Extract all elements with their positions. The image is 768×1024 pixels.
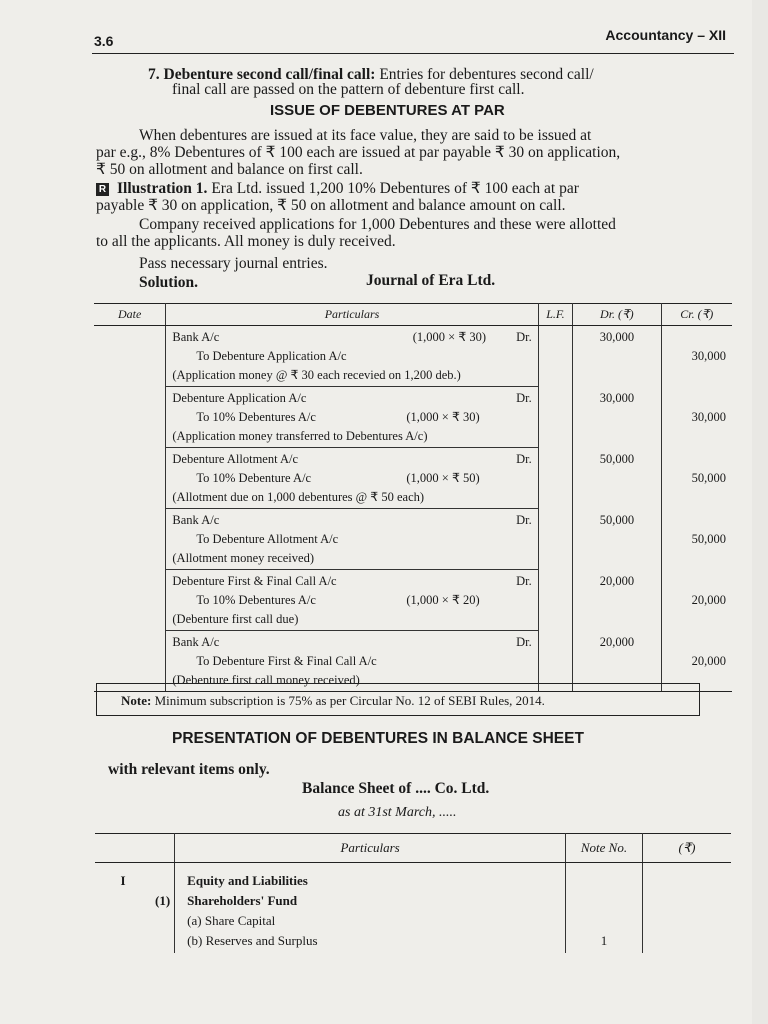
para1-line3: ₹ 50 on allotment and balance on first call. bbox=[96, 161, 363, 178]
lf-cell bbox=[538, 570, 573, 631]
illustration-line4: to all the applicants. All money is duly received. bbox=[96, 233, 396, 250]
particulars-cell bbox=[166, 326, 538, 387]
dr-mark: Dr. bbox=[516, 574, 532, 588]
credit-account: To Debenture First & Final Call A/c bbox=[196, 654, 377, 668]
bs-note-no bbox=[566, 913, 643, 933]
bs-col-note: Note No. bbox=[566, 834, 643, 863]
cr-value: 30,000 bbox=[691, 409, 726, 424]
dr-mark: Dr. bbox=[516, 635, 532, 649]
bs-note-no bbox=[566, 893, 643, 913]
dr-value: 30,000 bbox=[599, 390, 635, 405]
credit-account: To Debenture Allotment A/c bbox=[196, 532, 339, 546]
bs-header-row bbox=[95, 834, 731, 863]
cr-value: 30,000 bbox=[691, 349, 726, 363]
debit-account: Bank A/c bbox=[172, 330, 220, 344]
bs-amount bbox=[643, 893, 732, 913]
book-title: Accountancy – XII bbox=[605, 27, 726, 43]
particulars-cell bbox=[166, 570, 538, 631]
narration: (Debenture first call due) bbox=[172, 612, 299, 626]
particulars-cell bbox=[166, 509, 538, 570]
item-heading: Debenture second call/final call: bbox=[163, 66, 376, 83]
bs-subno: (1) bbox=[151, 893, 175, 913]
date-cell bbox=[94, 448, 166, 509]
journal-title: Journal of Era Ltd. bbox=[366, 272, 496, 289]
note-text: Minimum subscription is 75% as per Circular No. 12 of SEBI Rules, 2014. bbox=[154, 693, 545, 708]
journal-row bbox=[94, 448, 732, 509]
col-lf: L.F. bbox=[538, 304, 573, 326]
item-text-1: Entries for debentures second call/ bbox=[379, 66, 594, 83]
illustration-line5: Pass necessary journal entries. bbox=[139, 255, 328, 272]
dr-value: 50,000 bbox=[599, 451, 635, 466]
narration: (Application money transferred to Debentures A/c) bbox=[172, 429, 428, 443]
note-box bbox=[96, 683, 700, 716]
bs-amount bbox=[643, 913, 732, 933]
col-dr: Dr. (₹) bbox=[573, 304, 661, 326]
section-title-issue-at-par: ISSUE OF DEBENTURES AT PAR bbox=[270, 102, 505, 119]
bs-subno bbox=[151, 863, 175, 894]
narration: (Debenture first call money received) bbox=[172, 673, 360, 687]
credit-account: To 10% Debenture A/c bbox=[196, 471, 312, 485]
col-cr: Cr. (₹) bbox=[661, 304, 732, 326]
dr-value: 20,000 bbox=[599, 573, 635, 588]
page-number: 3.6 bbox=[94, 33, 114, 49]
particulars-cell bbox=[166, 448, 538, 509]
bs-roman bbox=[95, 933, 151, 953]
date-cell bbox=[94, 326, 166, 387]
item-number: 7. bbox=[148, 66, 160, 83]
credit-account: To 10% Debentures A/c bbox=[196, 593, 316, 607]
section-title-presentation: PRESENTATION OF DEBENTURES IN BALANCE SHEET bbox=[172, 730, 584, 747]
dr-amount bbox=[573, 326, 661, 387]
bs-subno bbox=[151, 913, 175, 933]
cr-amount bbox=[661, 387, 732, 448]
bs-col-particulars: Particulars bbox=[175, 834, 566, 863]
journal-row bbox=[94, 509, 732, 570]
bs-roman bbox=[95, 913, 151, 933]
bs-item: Equity and Liabilities bbox=[175, 863, 566, 894]
illustration-line2: payable ₹ 30 on application, ₹ 50 on allotment and balance amount on call. bbox=[96, 197, 566, 214]
para1-line2: par e.g., 8% Debentures of ₹ 100 each are issued at par payable ₹ 30 on application, bbox=[96, 144, 621, 161]
bs-item: (a) Share Capital bbox=[175, 913, 566, 933]
item-text-2: final call are passed on the pattern of debenture first call. bbox=[172, 81, 525, 98]
solution-label: Solution. bbox=[139, 274, 199, 291]
journal-row bbox=[94, 387, 732, 448]
illustration-label: Illustration 1. bbox=[117, 180, 208, 197]
balance-sheet-title: Balance Sheet of .... Co. Ltd. bbox=[302, 780, 490, 797]
dr-mark: Dr. bbox=[516, 391, 532, 405]
section2-subtitle: with relevant items only. bbox=[108, 761, 270, 778]
bs-col-amount: (₹) bbox=[643, 834, 732, 863]
journal-row bbox=[94, 326, 732, 387]
cr-amount bbox=[661, 326, 732, 387]
header-rule bbox=[92, 53, 734, 54]
cr-value: 20,000 bbox=[691, 592, 726, 607]
date-cell bbox=[94, 387, 166, 448]
narration: (Application money @ ₹ 30 each recevied on 1,200 deb.) bbox=[172, 368, 461, 382]
bs-col-blank bbox=[95, 834, 175, 863]
bs-subno bbox=[151, 933, 175, 953]
dr-amount bbox=[573, 448, 661, 509]
illustration-line1 bbox=[96, 180, 579, 198]
illustration-line3: Company received applications for 1,000 Debentures and these were allotted bbox=[139, 216, 616, 233]
bs-row bbox=[95, 913, 731, 933]
debit-account: Debenture Application A/c bbox=[172, 391, 307, 405]
cr-value: 50,000 bbox=[691, 531, 726, 546]
balance-sheet-date: as at 31st March, ..... bbox=[338, 805, 457, 820]
credit-account: To Debenture Application A/c bbox=[196, 349, 347, 363]
cr-value: 50,000 bbox=[691, 470, 726, 485]
bs-amount bbox=[643, 933, 732, 953]
debit-account: Bank A/c bbox=[172, 635, 220, 649]
lf-cell bbox=[538, 509, 573, 570]
bs-note-no: 1 bbox=[566, 933, 643, 953]
dr-amount bbox=[573, 570, 661, 631]
credit-account: To 10% Debentures A/c bbox=[196, 410, 316, 424]
credit-calc: (1,000 × ₹ 50) bbox=[406, 471, 480, 485]
bs-item: (b) Reserves and Surplus bbox=[175, 933, 566, 953]
debit-account: Debenture Allotment A/c bbox=[172, 452, 299, 466]
debit-calc: (1,000 × ₹ 30) bbox=[412, 330, 487, 344]
cr-amount bbox=[661, 448, 732, 509]
col-date: Date bbox=[94, 304, 166, 326]
credit-calc: (1,000 × ₹ 30) bbox=[406, 410, 480, 424]
bs-row bbox=[95, 933, 731, 953]
journal-table bbox=[94, 303, 732, 692]
dr-mark: Dr. bbox=[516, 513, 532, 527]
particulars-cell bbox=[166, 387, 538, 448]
illustration-text-1: Era Ltd. issued 1,200 10% Debentures of ₹ 100 each at par bbox=[211, 180, 579, 197]
credit-calc: (1,000 × ₹ 20) bbox=[406, 593, 480, 607]
date-cell bbox=[94, 509, 166, 570]
balance-sheet-table bbox=[95, 833, 731, 953]
dr-mark: Dr. bbox=[516, 330, 532, 344]
dr-amount bbox=[573, 387, 661, 448]
bs-row bbox=[95, 893, 731, 913]
bs-roman bbox=[95, 893, 151, 913]
lf-cell bbox=[538, 326, 573, 387]
journal-header-row bbox=[94, 304, 732, 326]
bs-note-no bbox=[566, 863, 643, 894]
bs-item: Shareholders' Fund bbox=[175, 893, 566, 913]
para1-line1: When debentures are issued at its face value, they are said to be issued at bbox=[139, 127, 592, 144]
note-label: Note: bbox=[121, 693, 152, 708]
bs-roman: I bbox=[120, 873, 126, 888]
bs-row bbox=[95, 863, 731, 894]
cr-amount bbox=[661, 570, 732, 631]
dr-amount bbox=[573, 509, 661, 570]
journal-row bbox=[94, 570, 732, 631]
dr-value: 50,000 bbox=[599, 512, 635, 527]
dr-value: 30,000 bbox=[599, 330, 635, 344]
dr-mark: Dr. bbox=[516, 452, 532, 466]
debit-account: Debenture First & Final Call A/c bbox=[172, 574, 337, 588]
col-particulars: Particulars bbox=[166, 304, 538, 326]
revision-badge-icon: R bbox=[96, 183, 109, 196]
dr-value: 20,000 bbox=[599, 634, 635, 649]
narration: (Allotment due on 1,000 debentures @ ₹ 50 each) bbox=[172, 490, 425, 504]
narration: (Allotment money received) bbox=[172, 551, 314, 565]
cr-value: 20,000 bbox=[691, 653, 726, 668]
lf-cell bbox=[538, 387, 573, 448]
date-cell bbox=[94, 570, 166, 631]
bs-amount bbox=[643, 863, 732, 894]
debit-account: Bank A/c bbox=[172, 513, 220, 527]
cr-amount bbox=[661, 509, 732, 570]
lf-cell bbox=[538, 448, 573, 509]
